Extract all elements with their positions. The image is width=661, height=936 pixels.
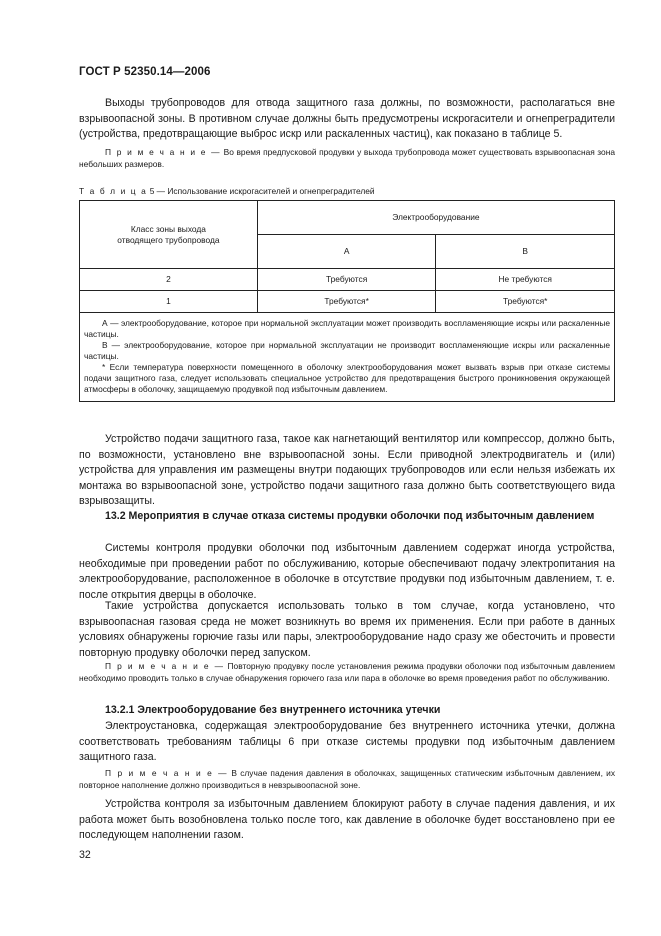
- table-caption-text: 5 — Использование искрогасителей и огнепреградителей: [149, 186, 375, 196]
- paragraph-outlets: Выходы трубопроводов для отвода защитного газа должны, по возможности, располагаться вне взрывоопасной зоны. В противном случае должны быть предусмотрены искрогасители и огнепреградители (устройства, предотвращающие выброс искр или раскаленных частиц), как показано в таблице 5.: [79, 97, 615, 141]
- table-header-zone-class: Класс зоны выхода отводящего трубопровода: [80, 201, 258, 269]
- table-row: [80, 291, 615, 313]
- section-heading-13-2: 13.2 Мероприятия в случае отказа системы продувки оболочки под избыточным давлением: [105, 510, 595, 522]
- note-pressure-drop: [79, 767, 615, 791]
- page-number: 32: [79, 849, 91, 861]
- note-label: П р и м е ч а н и е —: [105, 661, 225, 671]
- table-5: [79, 200, 615, 402]
- table-row: [80, 269, 615, 291]
- note-prestart-purge: [79, 146, 615, 170]
- footnote-b: В — электрооборудование, которое при нормальной эксплуатации не производит воспламеняющие искры или раскаленные частицы.: [84, 340, 610, 361]
- paragraph-pressure-control: Устройства контроля за избыточным давлением блокируют работу в случае падения давления, и их работа может быть возобновлена только после того, как давление в оболочке будет восстановлено при ее последующем наполнении газом.: [79, 798, 615, 842]
- paragraph-electrical-installation: Электроустановка, содержащая электрооборудование без внутреннего источника утечки, должна соответствовать требованиям таблицы 6 при отказе системы продувки под избыточным давлением защитного газа.: [79, 720, 615, 764]
- table-cell-a: Требуются: [257, 269, 436, 291]
- table-footnotes: [80, 313, 615, 402]
- table-cell-a: Требуются*: [257, 291, 436, 313]
- section-heading-13-2-1: 13.2.1 Электрооборудование без внутреннего источника утечки: [105, 704, 441, 716]
- paragraph-gas-supply-device: Устройство подачи защитного газа, такое как нагнетающий вентилятор или компрессор, должно быть, по возможности, установлено вне взрывоопасной зоны. Если приводной электродвигатель и (или) устройства для управления им размещены внутри подающих трубопроводов или если нельзя избежать их монтажа во взрывоопасной зоне, устройство подачи защитного газа должно быть соответствующего вида взрывозащиты.: [79, 433, 615, 508]
- table-cell-zone: 2: [80, 269, 258, 291]
- note-label: П р и м е ч а н и е —: [105, 147, 222, 157]
- table-header-equipment: Электрооборудование: [257, 201, 614, 235]
- table-subheader-b: В: [436, 235, 615, 269]
- note-repeat-purge: [79, 660, 615, 684]
- table-caption: [79, 186, 375, 196]
- note-label: П р и м е ч а н и е —: [105, 768, 229, 778]
- table-cell-b: Требуются*: [436, 291, 615, 313]
- table-caption-label: Т а б л и ц а: [79, 186, 148, 196]
- note-text: Во время предпусковой продувки у выхода трубопровода может существовать взрывоопасная зона небольших размеров.: [79, 147, 615, 170]
- note-text: Повторную продувку после установления режима продувки оболочки под избыточным давлением необходимо проводить только в случае обнаружения горючего газа или пара в оболочке во время проведения работ по обслуживанию.: [79, 661, 615, 684]
- table-cell-b: Не требуются: [436, 269, 615, 291]
- paragraph-control-systems: Системы контроля продувки оболочки под избыточным давлением содержат иногда устройства, необходимые при проведении работ по обслуживанию, которые обеспечивают подачу электропитания на электрооборудование, расположенное в оболочке в отсутствие продувки под избыточным давлением, т. е. после открытия дверцы в оболочке.: [79, 542, 615, 601]
- footnote-star: * Если температура поверхности помещенного в оболочку электрооборудования может вызвать взрыв при отказе системы подачи защитного газа, следует использовать специальное устройство для предотвращения быстрого проникновения окружающей атмосферы в оболочку, защищаемую продувкой под избыточным давлением.: [84, 362, 610, 394]
- footnote-a: А — электрооборудование, которое при нормальной эксплуатации может производить воспламеняющие искры или раскаленные частицы.: [84, 318, 610, 339]
- document-header: ГОСТ Р 52350.14—2006: [79, 66, 211, 78]
- table-subheader-a: А: [257, 235, 436, 269]
- table-cell-zone: 1: [80, 291, 258, 313]
- paragraph-devices-usage: Такие устройства допускается использовать только в том случае, когда установлено, что взрывоопасная газовая среда не может возникнуть во время их применения. Если при работе в данных условиях обнаружены горючие газы или пары, электрооборудование надо сразу же обесточить и провести повторную продувку оболочки перед запуском.: [79, 600, 615, 659]
- note-text: В случае падения давления в оболочках, защищенных статическим избыточным давлением, их повторное наполнение должно производиться в невзрывоопасной зоне.: [79, 768, 616, 791]
- table-footnote-row: [80, 313, 615, 402]
